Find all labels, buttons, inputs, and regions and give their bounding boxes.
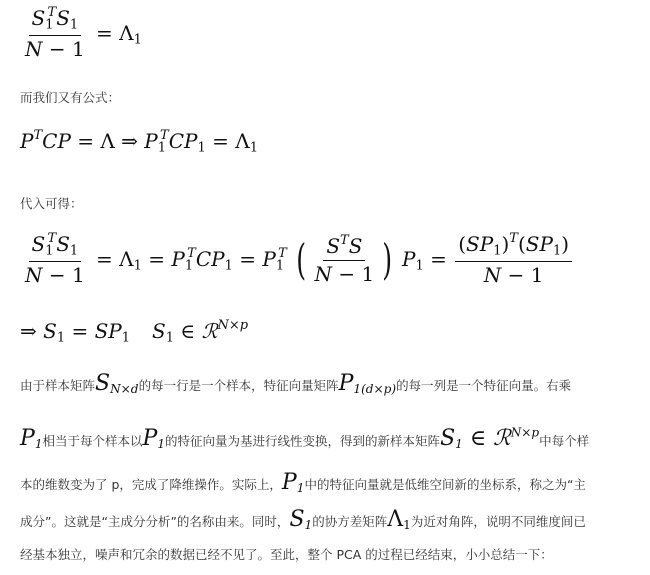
formula-intro-text: 而我们又有公式： [20,90,121,105]
para-line-5: 经基本独立，噪声和冗余的数据已经不见了。至此，整个 PCA 的过程已经结束，小小总结一下： [20,546,553,562]
equation-3: $\frac{S_1^TS_1}{N - 1}$ = $\Lambda_1 = P_1^TCP_1 = P_1^T$ ( $\frac{S^TS}{N - 1}$ ) $P_1$ = $\frac{(SP_1)^T(SP_1)}{N - 1}$ [20,232,574,287]
equation-4: ⇒ $S_1 = SP_1$ $S_1$ ∈ ℛ$^{N\times p}$ [20,318,249,346]
equation-2: $P^TCP = \Lambda$ ⇒ $P_1^TCP_1 = \Lambda_1$ [20,128,258,156]
explanation-paragraph [20,364,635,575]
para-line-1: 由于样本矩阵$S_{N\times d}$的每一行是一个样本，特征向量矩阵$P_{1(d\times p)}$的每一列是一个特征向量。右乘 [20,371,572,397]
substitute-text: 代入可得： [20,196,83,211]
fraction: $\frac{S_1^TS_1}{N - 1}$ [25,5,85,62]
para-line-4: 成分”。这就是“主成分分析”的名称由来。同时，$S_1$的协方差矩阵$\Lambda_1$为近对角阵，说明不同维度间已 [20,506,586,532]
para-line-2: $P_1$相当于每个样本以$P_1$的特征向量为基进行线性变换，得到的新样本矩阵$S_1$ ∈ ℛ$^{N\times p}$中每个样 [20,426,590,452]
equation-1: $\frac{S_1^TS_1}{N - 1}$ = $\Lambda_1$ [20,6,142,61]
para-line-3: 本的维数变为了 p，完成了降维操作。实际上，$P_1$中的特征向量就是低维空间新的坐标系，称之为“主 [20,469,586,495]
